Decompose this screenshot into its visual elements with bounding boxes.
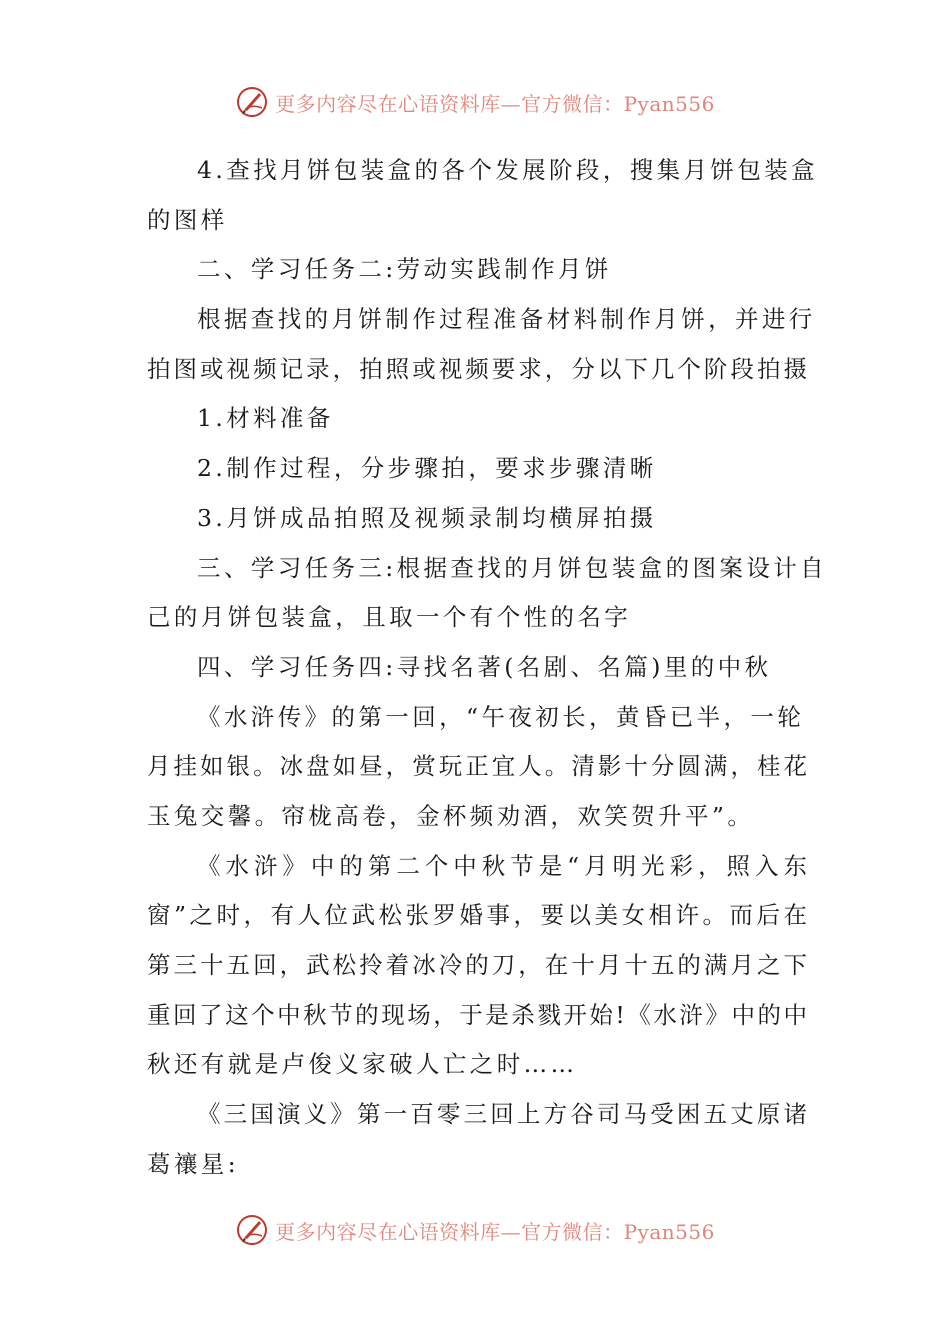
footer-watermark-text: 更多内容尽在心语资料库—官方微信：Pyan556	[275, 1219, 715, 1244]
paragraph-line: 根据查找的月饼制作过程准备材料制作月饼，并进行	[197, 305, 816, 334]
header-watermark-text: 更多内容尽在心语资料库—官方微信：Pyan556	[275, 91, 715, 116]
list-item: 1.材料准备	[197, 404, 334, 433]
paragraph-line: 葛禳星:	[147, 1149, 240, 1178]
document-body	[147, 146, 828, 1189]
paragraph-line: 《三国演义》第一百零三回上方谷司马受困五丈原诸	[197, 1100, 807, 1129]
list-item: 2.制作过程，分步骤拍，要求步骤清晰	[197, 454, 657, 483]
header-watermark-banner	[0, 80, 950, 124]
footer-watermark-banner	[0, 1208, 950, 1252]
paragraph-line: 重回了这个中秋节的现场，于是杀戮开始!《水浒》中的中	[147, 1000, 807, 1029]
section-heading: 四、学习任务四:寻找名著(名剧、名篇)里的中秋	[197, 652, 772, 681]
paragraph-line: 的图样	[147, 205, 228, 234]
paragraph-line: 第三十五回，武松拎着冰冷的刀，在十月十五的满月之下	[147, 951, 807, 979]
quill-pen-logo-icon	[235, 85, 269, 119]
paragraph-line: 《水浒传》的第一回，“午夜初长，黄昏已半，一轮	[197, 702, 805, 731]
section-heading: 二、学习任务二:劳动实践制作月饼	[197, 255, 612, 284]
paragraph-line: 月挂如银。冰盘如昼，赏玩正宜人。清影十分圆满，桂花	[147, 752, 807, 781]
paragraph-line: 窗”之时，有人位武松张罗婚事，要以美女相许。而后在	[147, 901, 807, 930]
quill-pen-logo-icon	[235, 1213, 269, 1247]
paragraph-line: 拍图或视频记录，拍照或视频要求，分以下几个阶段拍摄	[147, 354, 807, 383]
paragraph-line: 《水浒》中的第二个中秋节是“月明光彩，照入东	[197, 851, 807, 880]
list-item: 3.月饼成品拍照及视频录制均横屏拍摄	[197, 503, 657, 532]
paragraph-line: 玉兔交馨。帘栊高卷，金杯频劝酒，欢笑贺升平”。	[147, 801, 755, 830]
paragraph-line: 秋还有就是卢俊义家破人亡之时……	[147, 1050, 578, 1079]
paragraph-line: 4.查找月饼包装盒的各个发展阶段，搜集月饼包装盒	[197, 156, 819, 184]
section-heading: 三、学习任务三:根据查找的月饼包装盒的图案设计自	[197, 553, 828, 582]
paragraph-line: 己的月饼包装盒，且取一个有个性的名字	[147, 603, 632, 632]
